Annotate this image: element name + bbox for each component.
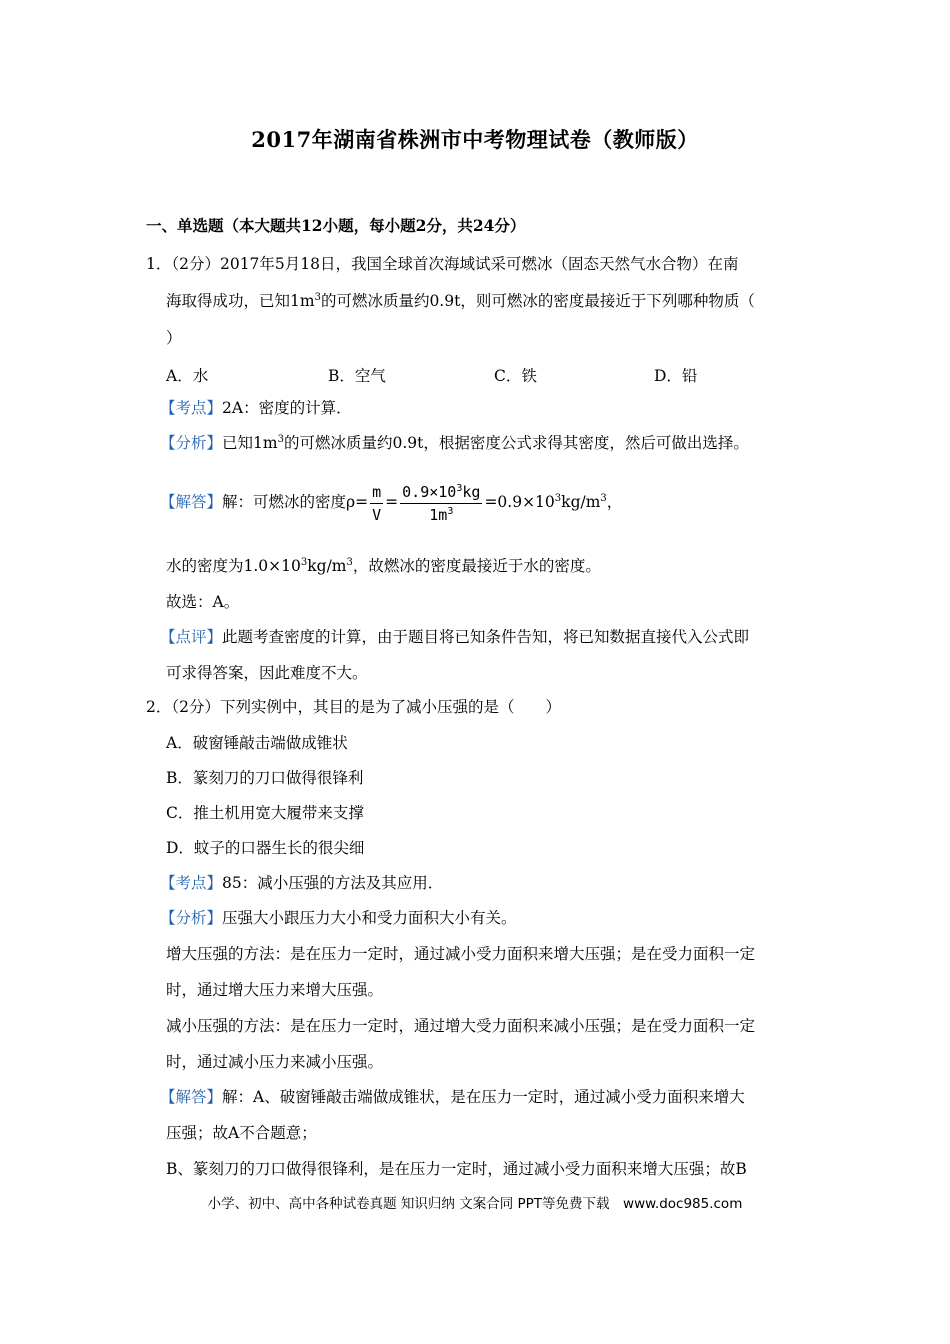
page-footer: 小学、初中、高中各种试卷真题 知识归纳 文案合同 PPT等免费下载 www.doc985.com <box>207 1196 743 1212</box>
question-2-line-1: 2．（2分）下列实例中，其目的是为了减小压强的是（ ） <box>146 698 561 716</box>
q2-option-c: C．推土机用宽大履带来支撑 <box>166 804 364 822</box>
q2-option-b: B．篆刻刀的刀口做得很锋利 <box>166 769 364 787</box>
q2-increase-2: 时，通过增大压力来增大压强。 <box>166 981 384 999</box>
q2-decrease-2: 时，通过减小压力来减小压强。 <box>166 1053 384 1071</box>
q1-water-density: 水的密度为$1.0\times 10^3kg/m^3$，故燃冰的密度最接近于水的密度。 <box>166 556 601 575</box>
q2-fenxi: 【分析】压强大小跟压力大小和受力面积大小有关。 <box>160 909 517 927</box>
dianping-tag: 【点评】 <box>160 628 223 646</box>
q2-jieda-2: 压强；故A不合题意； <box>166 1124 317 1142</box>
q2-option-a: A．破窗锤敲击端做成锥状 <box>166 734 348 752</box>
section-heading: 一、单选题（本大题共12小题，每小题2分，共24分） <box>146 216 526 235</box>
q2-option-d: D．蚊子的口器生长的很尖细 <box>166 839 365 857</box>
jieda-tag: 【解答】 <box>160 1088 223 1106</box>
q2-decrease-1: 减小压强的方法：是在压力一定时，通过增大受力面积来减小压强；是在受力面积一定 <box>166 1017 756 1035</box>
q2-kaodian: 【考点】85：减小压强的方法及其应用． <box>160 874 444 892</box>
fraction-m-over-v: $\frac{m}{V}$ <box>372 482 382 524</box>
q2-jieda-3: B、篆刻刀的刀口做得很锋利，是在压力一定时，通过减小受力面积来增大压强；故B <box>166 1160 747 1178</box>
q1-dianping-2: 可求得答案，因此难度不大。 <box>166 664 368 682</box>
q1-jieda-formula: 【解答】解：可燃冰的密度ρ= $\frac{m}{V}$ = $\frac{0.9\times 10^3kg}{1m^3}$ $=0.9\times 10^3kg/m^3$， <box>160 482 623 524</box>
question-1-line-1: 1．（2分）2017年5月18日，我国全球首次海域试采可燃冰（固态天然气水合物）在南 <box>146 255 739 273</box>
fenxi-tag: 【分析】 <box>160 434 223 452</box>
option-c: C．铁 <box>494 367 537 385</box>
q2-jieda: 【解答】解：A、破窗锤敲击端做成锥状，是在压力一定时，通过减小受力面积来增大 <box>160 1088 745 1106</box>
question-1-line-3: ） <box>166 329 182 347</box>
kaodian-tag: 【考点】 <box>160 874 223 892</box>
fraction-value: $\frac{0.9\times 10^3kg}{1m^3}$ <box>402 482 481 524</box>
question-1-line-2: 海取得成功，已知$1m^3$的可燃冰质量约0.9t，则可燃冰的密度最接近于下列哪种物质（ <box>166 291 755 310</box>
q2-increase-1: 增大压强的方法：是在压力一定时，通过减小受力面积来增大压强；是在受力面积一定 <box>166 945 756 963</box>
fenxi-tag: 【分析】 <box>160 909 223 927</box>
kaodian-tag: 【考点】 <box>160 399 223 417</box>
page-title: 2017年湖南省株洲市中考物理试卷（教师版） <box>251 127 699 152</box>
q1-fenxi: 【分析】已知$1m^3$的可燃冰质量约0.9t，根据密度公式求得其密度，然后可做出选择。 <box>160 433 749 452</box>
q1-kaodian: 【考点】2A：密度的计算． <box>160 399 352 417</box>
jieda-tag: 【解答】 <box>160 493 223 511</box>
q1-answer: 故选：A。 <box>166 593 240 611</box>
option-d: D．铅 <box>654 367 698 385</box>
option-b: B．空气 <box>328 367 386 385</box>
option-a: A．水 <box>166 367 209 385</box>
q1-dianping: 【点评】此题考查密度的计算，由于题目将已知条件告知，将已知数据直接代入公式即 <box>160 628 750 646</box>
